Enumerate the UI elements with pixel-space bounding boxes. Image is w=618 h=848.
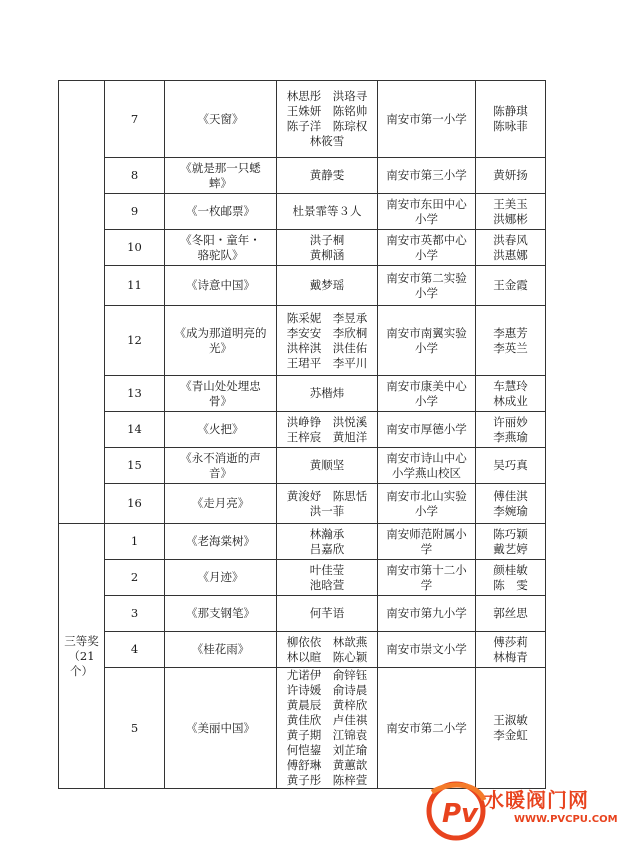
work-title bbox=[165, 266, 277, 306]
school-name-line: 南安市南翼实验 bbox=[386, 325, 467, 340]
author-names bbox=[277, 632, 378, 668]
author-names-line: 黄顺坚 bbox=[309, 458, 345, 472]
school-name-line: 南安市第十二小 bbox=[386, 562, 467, 577]
entry-number: 2 bbox=[105, 560, 165, 596]
school-name-line: 小学燕山校区 bbox=[392, 465, 461, 480]
author-names bbox=[277, 560, 378, 596]
work-title-line: 音》 bbox=[209, 465, 232, 480]
work-title bbox=[165, 560, 277, 596]
school-name-line: 南安市康美中心 bbox=[386, 378, 467, 393]
table-row bbox=[59, 81, 546, 158]
work-title-line: 《那支钢笔》 bbox=[186, 606, 255, 620]
school-name bbox=[378, 306, 476, 376]
svg-text:Pv: Pv bbox=[442, 799, 479, 829]
teacher-names bbox=[476, 524, 546, 560]
watermark bbox=[422, 778, 618, 844]
author-names-line: 洪一菲 bbox=[309, 503, 345, 518]
school-name-line: 小学 bbox=[415, 503, 438, 518]
school-name bbox=[378, 230, 476, 266]
entry-number: 3 bbox=[105, 596, 165, 632]
author-names-line: 王梓宸 黄旭洋 bbox=[286, 429, 368, 444]
school-name-line: 小学 bbox=[415, 340, 438, 355]
school-name-line: 南安市第三小学 bbox=[386, 168, 467, 182]
table-row bbox=[59, 596, 546, 632]
school-name bbox=[378, 524, 476, 560]
work-title-line: 蟀》 bbox=[209, 175, 232, 190]
author-names-line: 戴梦瑶 bbox=[309, 278, 345, 292]
school-name bbox=[378, 448, 476, 484]
work-title bbox=[165, 484, 277, 524]
teacher-names-line: 吴巧真 bbox=[493, 458, 528, 472]
teacher-names bbox=[476, 376, 546, 412]
entry-number: 9 bbox=[105, 194, 165, 230]
work-title-line: 《老海棠树》 bbox=[186, 534, 255, 548]
work-title bbox=[165, 194, 277, 230]
award-category-line: 个） bbox=[70, 663, 93, 678]
table-row bbox=[59, 412, 546, 448]
table-row bbox=[59, 306, 546, 376]
teacher-names-line: 颜桂敏 bbox=[493, 562, 528, 577]
author-names-line: 杜景霏等３人 bbox=[292, 204, 362, 218]
award-table bbox=[58, 80, 546, 789]
school-name bbox=[378, 668, 476, 789]
teacher-names bbox=[476, 194, 546, 230]
work-title bbox=[165, 524, 277, 560]
author-names-line: 池晗萱 bbox=[309, 577, 345, 592]
author-names bbox=[277, 448, 378, 484]
teacher-names-line: 李惠芳 bbox=[493, 325, 528, 340]
entry-number: 10 bbox=[105, 230, 165, 266]
teacher-names bbox=[476, 158, 546, 194]
school-name-line: 南安师范附属小 bbox=[386, 526, 467, 541]
author-names-line: 洪子桐 bbox=[309, 232, 345, 247]
table-row bbox=[59, 484, 546, 524]
author-names-line: 何恺鋆 刘芷瑜 bbox=[286, 743, 368, 757]
author-names-line: 黄柳涵 bbox=[309, 247, 345, 262]
teacher-names-line: 李燕瑜 bbox=[493, 429, 528, 444]
entry-number: 8 bbox=[105, 158, 165, 194]
school-name-line: 南安市第九小学 bbox=[386, 606, 467, 620]
work-title bbox=[165, 448, 277, 484]
teacher-names-line: 李英兰 bbox=[493, 340, 528, 355]
author-names-line: 洪梓淇 洪佳佑 bbox=[286, 340, 368, 355]
teacher-names bbox=[476, 560, 546, 596]
school-name-line: 南安市东田中心 bbox=[386, 196, 467, 211]
table-row bbox=[59, 524, 546, 560]
teacher-names-line: 陈咏菲 bbox=[493, 119, 528, 133]
teacher-names-line: 洪春风 bbox=[493, 232, 528, 247]
table-row bbox=[59, 266, 546, 306]
teacher-names bbox=[476, 484, 546, 524]
table-row bbox=[59, 560, 546, 596]
work-title-line: 《桂花雨》 bbox=[191, 642, 250, 656]
work-title bbox=[165, 632, 277, 668]
author-names bbox=[277, 376, 378, 412]
author-names-line: 洪峥铮 洪悦溪 bbox=[286, 414, 368, 429]
author-names bbox=[277, 306, 378, 376]
teacher-names-line: 王金霞 bbox=[493, 278, 528, 292]
work-title bbox=[165, 412, 277, 448]
author-names-line: 许诗媛 俞诗晨 bbox=[286, 683, 368, 697]
author-names-line: 王珺平 李平川 bbox=[286, 355, 368, 370]
teacher-names-line: 戴艺婷 bbox=[493, 541, 528, 556]
work-title-line: 《就是那一只蟋 bbox=[180, 160, 261, 175]
teacher-names bbox=[476, 412, 546, 448]
work-title-line: 《月迹》 bbox=[197, 570, 244, 584]
author-names-line: 柳依依 林歆燕 bbox=[286, 634, 368, 649]
school-name bbox=[378, 158, 476, 194]
teacher-names bbox=[476, 230, 546, 266]
teacher-names bbox=[476, 306, 546, 376]
author-names bbox=[277, 596, 378, 632]
teacher-names-line: 黄妍扬 bbox=[493, 168, 528, 182]
entry-number: 11 bbox=[105, 266, 165, 306]
entry-number: 4 bbox=[105, 632, 165, 668]
teacher-names-line: 陈静琪 bbox=[493, 104, 528, 118]
work-title-line: 《一枚邮票》 bbox=[186, 204, 255, 218]
school-name bbox=[378, 81, 476, 158]
table-row bbox=[59, 158, 546, 194]
teacher-names bbox=[476, 81, 546, 158]
watermark-text: 水暖阀门网 bbox=[484, 788, 589, 812]
logo-icon bbox=[422, 778, 492, 844]
award-category-cell bbox=[59, 81, 105, 524]
school-name bbox=[378, 194, 476, 230]
table-row bbox=[59, 668, 546, 789]
school-name-line: 学 bbox=[420, 541, 433, 556]
school-name-line: 小学 bbox=[415, 211, 438, 226]
work-title bbox=[165, 230, 277, 266]
author-names-line: 吕嘉欣 bbox=[309, 541, 345, 556]
school-name-line: 小学 bbox=[415, 393, 438, 408]
entry-number: 16 bbox=[105, 484, 165, 524]
table-row bbox=[59, 376, 546, 412]
work-title-line: 《青山处处埋忠 bbox=[180, 378, 261, 393]
work-title bbox=[165, 668, 277, 789]
teacher-names-line: 王美玉 bbox=[493, 196, 528, 211]
entry-number: 7 bbox=[105, 81, 165, 158]
school-name bbox=[378, 484, 476, 524]
teacher-names bbox=[476, 632, 546, 668]
teacher-names-line: 林成业 bbox=[493, 393, 528, 408]
work-title-line: 《走月亮》 bbox=[191, 496, 250, 510]
author-names-line: 黄浚妤 陈思恬 bbox=[286, 488, 368, 503]
entry-number: 14 bbox=[105, 412, 165, 448]
work-title bbox=[165, 376, 277, 412]
work-title-line: 《火把》 bbox=[197, 422, 244, 436]
teacher-names-line: 车慧玲 bbox=[493, 378, 528, 393]
teacher-names bbox=[476, 668, 546, 789]
teacher-names-line: 李婉瑜 bbox=[493, 503, 528, 518]
author-names-line: 傅舒琳 黄蕙歆 bbox=[286, 758, 368, 772]
school-name bbox=[378, 596, 476, 632]
teacher-names-line: 洪惠娜 bbox=[493, 247, 528, 262]
work-title-line: 《天窗》 bbox=[197, 111, 244, 126]
entry-number: 12 bbox=[105, 306, 165, 376]
teacher-names bbox=[476, 596, 546, 632]
award-category-cell bbox=[59, 524, 105, 789]
teacher-names-line: 郭丝思 bbox=[493, 606, 528, 620]
author-names-line: 李安安 李欣桐 bbox=[286, 325, 368, 340]
author-names-line: 叶佳莹 bbox=[309, 562, 345, 577]
author-names bbox=[277, 158, 378, 194]
teacher-names bbox=[476, 448, 546, 484]
work-title-line: 《诗意中国》 bbox=[186, 278, 255, 292]
school-name-line: 南安市北山实验 bbox=[386, 488, 467, 503]
school-name bbox=[378, 560, 476, 596]
author-names-line: 黄静雯 bbox=[309, 168, 345, 182]
author-names-line: 黄晨辰 黄梓欣 bbox=[286, 698, 368, 712]
author-names-line: 苏楷炜 bbox=[309, 386, 345, 400]
author-names-line: 林思彤 洪珞寻 bbox=[286, 89, 368, 103]
work-title-line: 《永不消逝的声 bbox=[180, 450, 261, 465]
author-names bbox=[277, 524, 378, 560]
work-title bbox=[165, 306, 277, 376]
author-names bbox=[277, 81, 378, 158]
author-names bbox=[277, 266, 378, 306]
teacher-names-line: 林梅青 bbox=[493, 649, 528, 664]
author-names-line: 林瀚承 bbox=[309, 526, 345, 541]
author-names-line: 尤诺伊 俞锌钰 bbox=[286, 668, 368, 682]
teacher-names-line: 陈 雯 bbox=[493, 577, 528, 592]
table-row bbox=[59, 632, 546, 668]
author-names bbox=[277, 230, 378, 266]
teacher-names-line: 王淑敏 bbox=[493, 713, 528, 727]
work-title-line: 骆驼队》 bbox=[197, 247, 244, 262]
entry-number: 15 bbox=[105, 448, 165, 484]
school-name-line: 南安市英都中心 bbox=[386, 232, 467, 247]
work-title bbox=[165, 81, 277, 158]
author-names bbox=[277, 484, 378, 524]
work-title bbox=[165, 596, 277, 632]
author-names bbox=[277, 194, 378, 230]
school-name-line: 学 bbox=[420, 577, 433, 592]
award-category-line: 三等奖 bbox=[64, 633, 99, 648]
work-title-line: 《成为那道明亮的 bbox=[174, 325, 267, 340]
teacher-names-line: 傅佳淇 bbox=[493, 488, 528, 503]
teacher-names-line: 洪娜彬 bbox=[493, 211, 528, 226]
teacher-names-line: 傅莎莉 bbox=[493, 634, 528, 649]
entry-number: 13 bbox=[105, 376, 165, 412]
award-category-line: （21 bbox=[68, 648, 95, 663]
school-name bbox=[378, 376, 476, 412]
school-name bbox=[378, 632, 476, 668]
school-name bbox=[378, 412, 476, 448]
work-title-line: 《美丽中国》 bbox=[186, 720, 255, 735]
table-row bbox=[59, 448, 546, 484]
school-name-line: 南安市第二实验 bbox=[386, 270, 467, 285]
teacher-names-line: 李金虹 bbox=[493, 728, 528, 742]
author-names bbox=[277, 412, 378, 448]
author-names-line: 黄子彤 陈梓萱 bbox=[286, 773, 368, 787]
author-names-line: 林以暄 陈心颖 bbox=[286, 649, 368, 664]
work-title-line: 光》 bbox=[209, 340, 232, 355]
school-name-line: 小学 bbox=[415, 247, 438, 262]
school-name-line: 南安市诗山中心 bbox=[386, 450, 467, 465]
watermark-url: WWW.PVCPU.COM bbox=[514, 814, 618, 825]
school-name-line: 小学 bbox=[415, 285, 438, 300]
entry-number: 1 bbox=[105, 524, 165, 560]
author-names bbox=[277, 668, 378, 789]
school-name-line: 南安市第二小学 bbox=[386, 720, 467, 735]
author-names-line: 陈子洋 陈琮权 bbox=[286, 119, 368, 133]
teacher-names-line: 陈巧颖 bbox=[493, 526, 528, 541]
school-name bbox=[378, 266, 476, 306]
work-title-line: 骨》 bbox=[209, 393, 232, 408]
entry-number: 5 bbox=[105, 668, 165, 789]
author-names-line: 何芊语 bbox=[309, 606, 345, 620]
work-title bbox=[165, 158, 277, 194]
teacher-names bbox=[476, 266, 546, 306]
author-names-line: 王姝妍 陈铭帅 bbox=[286, 104, 368, 118]
school-name-line: 南安市厚德小学 bbox=[386, 422, 467, 436]
work-title-line: 《冬阳・童年・ bbox=[180, 232, 261, 247]
teacher-names-line: 许丽妙 bbox=[493, 414, 528, 429]
table-row bbox=[59, 194, 546, 230]
author-names-line: 黄子期 江锦袁 bbox=[286, 728, 368, 742]
school-name-line: 南安市第一小学 bbox=[386, 111, 467, 126]
author-names-line: 林筱雪 bbox=[309, 134, 345, 148]
table-row bbox=[59, 230, 546, 266]
school-name-line: 南安市崇文小学 bbox=[386, 642, 467, 656]
author-names-line: 黄佳欣 卢佳祺 bbox=[286, 713, 368, 727]
author-names-line: 陈采妮 李昱承 bbox=[286, 310, 368, 325]
